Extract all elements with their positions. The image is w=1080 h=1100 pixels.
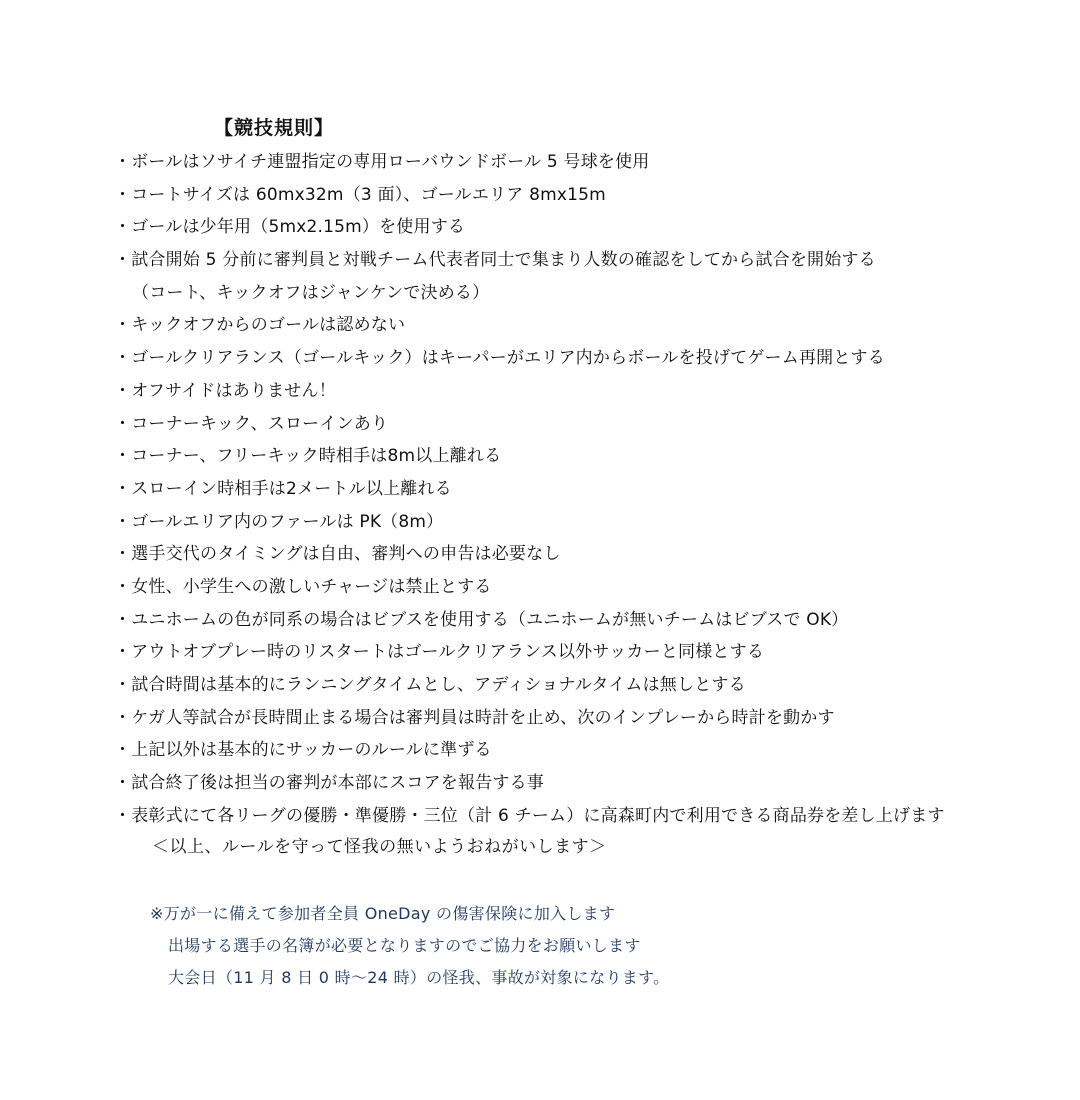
rule-item: ・女性、小学生への激しいチャージは禁止とする: [114, 576, 492, 597]
rule-item: ・ユニホームの色が同系の場合はビブスを使用する（ユニホームが無いチームはビブスで OK）: [114, 609, 849, 630]
rule-item-note: （コート、キックオフはジャンケンで決める）: [132, 282, 490, 303]
insurance-note-roster: 出場する選手の名簿が必要となりますのでご協力をお願いします: [168, 936, 641, 955]
rule-item: ・試合終了後は担当の審判が本部にスコアを報告する事: [114, 773, 544, 794]
rule-item: ・キックオフからのゴールは認めない: [114, 315, 406, 336]
rules-list: [114, 146, 945, 832]
rule-item: ・ケガ人等試合が長時間止まる場合は審判員は時計を止め、次のインプレーから時計を動かす: [114, 707, 835, 728]
rule-item: ・コートサイズは 60mx32m（3 面）、ゴールエリア 8mx15m: [114, 184, 606, 205]
rule-item: ・スローイン時相手は2メートル以上離れる: [114, 478, 452, 499]
rule-item: ・オフサイドはありません！: [114, 380, 336, 401]
insurance-note-coverage: 大会日（11 月 8 日 0 時～24 時）の怪我、事故が対象になります。: [168, 968, 670, 987]
document-title: 【競技規則】: [214, 117, 335, 139]
rule-item: ・上記以外は基本的にサッカーのルールに準ずる: [114, 740, 492, 761]
rule-item: ・試合時間は基本的にランニングタイムとし、アディショナルタイムは無しとする: [114, 675, 746, 695]
rule-item: ・ゴールクリアランス（ゴールキック）はキーパーがエリア内からボールを投げてゲーム再開とする: [114, 348, 885, 369]
rule-item: ・コーナーキック、スローインあり: [114, 413, 389, 434]
rule-item: ・アウトオブプレー時のリスタートはゴールクリアランス以外サッカーと同様とする: [114, 642, 765, 663]
rule-item: ・選手交代のタイミングは自由、審判への申告は必要なし: [114, 544, 561, 565]
closing-message: ＜以上、ルールを守って怪我の無いようおねがいします＞: [152, 837, 607, 857]
rule-item: ・コーナー、フリーキック時相手は8m以上離れる: [114, 446, 502, 467]
rule-item: ・ゴールエリア内のファールは PK（8m）: [114, 511, 444, 532]
rule-item: ・試合開始 5 分前に審判員と対戦チーム代表者同士で集まり人数の確認をしてから試合を開始する: [114, 250, 876, 271]
rule-item: ・ボールはソサイチ連盟指定の専用ローバウンドボール 5 号球を使用: [114, 152, 650, 172]
rule-item: ・ゴールは少年用（5mx2.15m）を使用する: [114, 217, 466, 238]
insurance-notes: [150, 900, 669, 996]
insurance-note-main: ※万が一に備えて参加者全員 OneDay の傷害保険に加入します: [150, 904, 616, 923]
rule-item: ・表彰式にて各リーグの優勝・準優勝・三位（計 6 チーム）に高森町内で利用できる商品券を差し上げます: [114, 805, 945, 826]
